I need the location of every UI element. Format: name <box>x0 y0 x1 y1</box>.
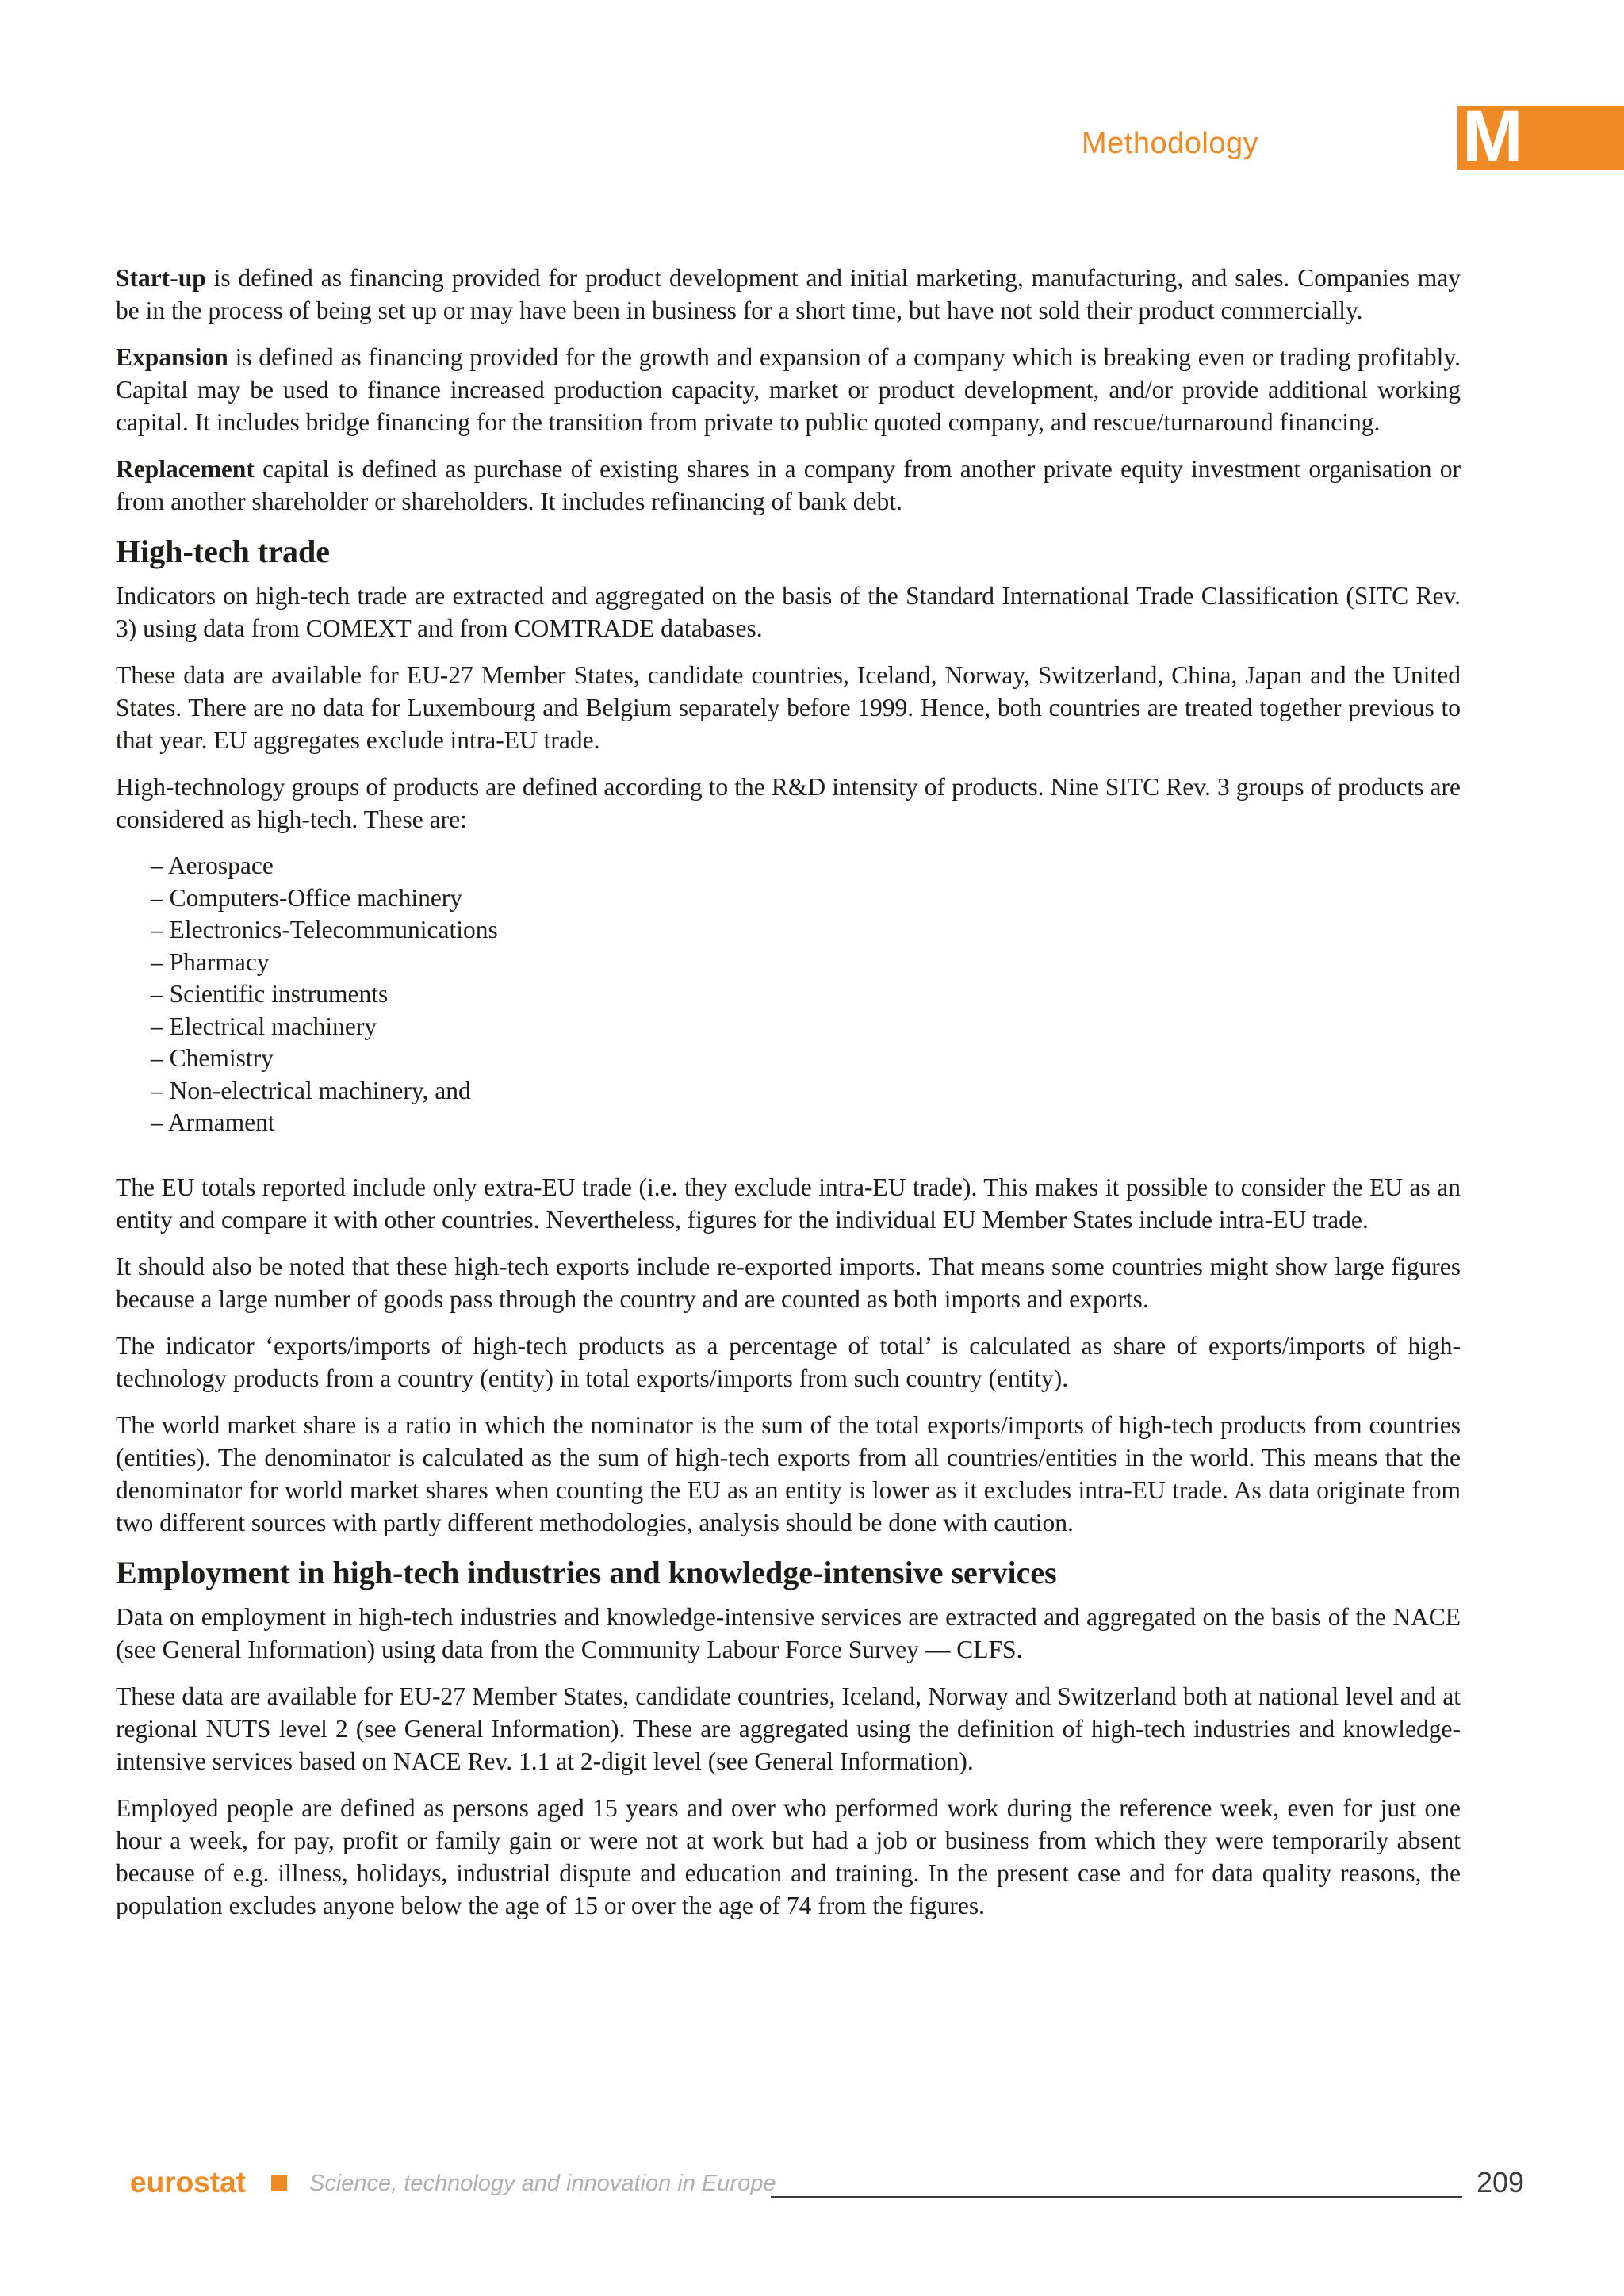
high-tech-trade-paragraph: The indicator ‘exports/imports of high-tech products as a percentage of total’ is calculated as share of exports/imports of high-technology products from a country (entity) in total exports/imports from such country (entity). <box>116 1331 1461 1392</box>
list-item: – Chemistry <box>151 1044 274 1072</box>
high-tech-trade-paragraph: These data are available for EU-27 Member States, candidate countries, Iceland, Norway, Switzerland, China, Japan and the United States. There are no data for Luxembourg and Belgium separately before 1999. Hence, both countries are treated together previous to that year. EU aggregates exclude intra-EU trade. <box>116 661 1461 754</box>
expansion-definition <box>116 341 1461 438</box>
square-icon <box>271 2175 287 2191</box>
high-tech-trade-paragraph: High-technology groups of products are defined according to the R&D intensity of products. Nine SITC Rev. 3 groups of products are considered as high-tech. These are: <box>116 773 1461 833</box>
section-badge <box>1457 96 1624 177</box>
list-item: – Aerospace <box>151 851 274 879</box>
list-item: – Electrical machinery <box>151 1012 377 1040</box>
footer-divider <box>771 2196 1462 2198</box>
list-item: – Computers-Office machinery <box>151 883 463 912</box>
replacement-text: capital is defined as purchase of existing shares in a company from another private equity investment organisation or from another shareholder or shareholders. It includes refinancing of bank debt. <box>116 455 1461 515</box>
list-item: – Electronics-Telecommunications <box>151 916 498 943</box>
list-item: – Pharmacy <box>151 947 270 976</box>
eurostat-logo: eurostat <box>130 2166 246 2198</box>
publication-title: Science, technology and innovation in Europe <box>309 2171 776 2196</box>
startup-text: is defined as financing provided for product development and initial marketing, manufacturing, and sales. Companies may be in the process of being set up or may have been in business for a short time, but have not sold their product commercially. <box>116 264 1461 324</box>
list-item: – Non-electrical machinery, and <box>151 1076 471 1104</box>
high-tech-trade-paragraph: The EU totals reported include only extra-EU trade (i.e. they exclude intra-EU trade). This makes it possible to consider the EU as an entity and compare it with other countries. Nevertheless, figures for the individual EU Member States include intra-EU trade. <box>116 1173 1461 1234</box>
employment-heading: Employment in high-tech industries and knowledge-intensive services <box>116 1554 1057 1590</box>
replacement-definition <box>116 453 1461 518</box>
startup-definition <box>116 262 1461 327</box>
high-tech-trade-heading: High-tech trade <box>116 534 330 569</box>
employment-paragraph: These data are available for EU-27 Member States, candidate countries, Iceland, Norway and Switzerland both at national level and at regional NUTS level 2 (see General Information). These are aggregated using the definition of high-tech industries and knowledge-intensive services based on NACE Rev. 1.1 at 2-digit level (see General Information). <box>116 1682 1461 1775</box>
employment-paragraph: Employed people are defined as persons aged 15 years and over who performed work during the reference week, even for just one hour a week, for pay, profit or family gain or were not at work but had a job or business from which they were temporarily absent because of e.g. illness, holidays, industrial dispute and education and training. In the present case and for data quality reasons, the population excludes anyone below the age of 15 or over the age of 74 from the figures. <box>116 1793 1461 1919</box>
replacement-term: Replacement <box>116 455 255 483</box>
high-tech-trade-paragraph: Indicators on high-tech trade are extracted and aggregated on the basis of the Standard International Trade Classification (SITC Rev. 3) using data from COMEXT and from COMTRADE databases. <box>116 582 1461 642</box>
expansion-term: Expansion <box>116 343 228 371</box>
startup-term: Start-up <box>116 264 206 292</box>
high-tech-trade-paragraph: It should also be noted that these high-tech exports include re-exported imports. That means some countries might show large figures because a large number of goods pass through the country and are counted as both imports and exports. <box>116 1252 1461 1313</box>
section-badge-letter: M <box>1462 96 1523 177</box>
section-title: Methodology <box>1082 127 1259 160</box>
page-number: 209 <box>1477 2166 1525 2198</box>
employment-paragraph: Data on employment in high-tech industries and knowledge-intensive services are extracted and aggregated on the basis of the NACE (see General Information) using data from the Community Labour Force Survey — CLFS. <box>116 1602 1461 1663</box>
high-tech-trade-paragraph: The world market share is a ratio in which the nominator is the sum of the total exports/imports of high-tech products from countries (entities). The denominator is calculated as the sum of high-tech exports from all countries/entities in the world. This means that the denominator for world market shares when counting the EU as an entity is lower as it excludes intra-EU trade. As data originate from two different sources with partly different methodologies, analysis should be done with caution. <box>116 1410 1461 1536</box>
expansion-text: is defined as financing provided for the growth and expansion of a company which is breaking even or trading profitably. Capital may be used to finance increased production capacity, market or product development, and/or provide additional working capital. It includes bridge financing for the transition from private to public quoted company, and rescue/turnaround financing. <box>116 343 1461 436</box>
page-footer <box>130 2163 1526 2210</box>
page-content <box>116 262 1461 1936</box>
high-tech-groups-list <box>116 850 1461 1139</box>
list-item: – Armament <box>151 1108 275 1136</box>
list-item: – Scientific instruments <box>151 980 389 1008</box>
